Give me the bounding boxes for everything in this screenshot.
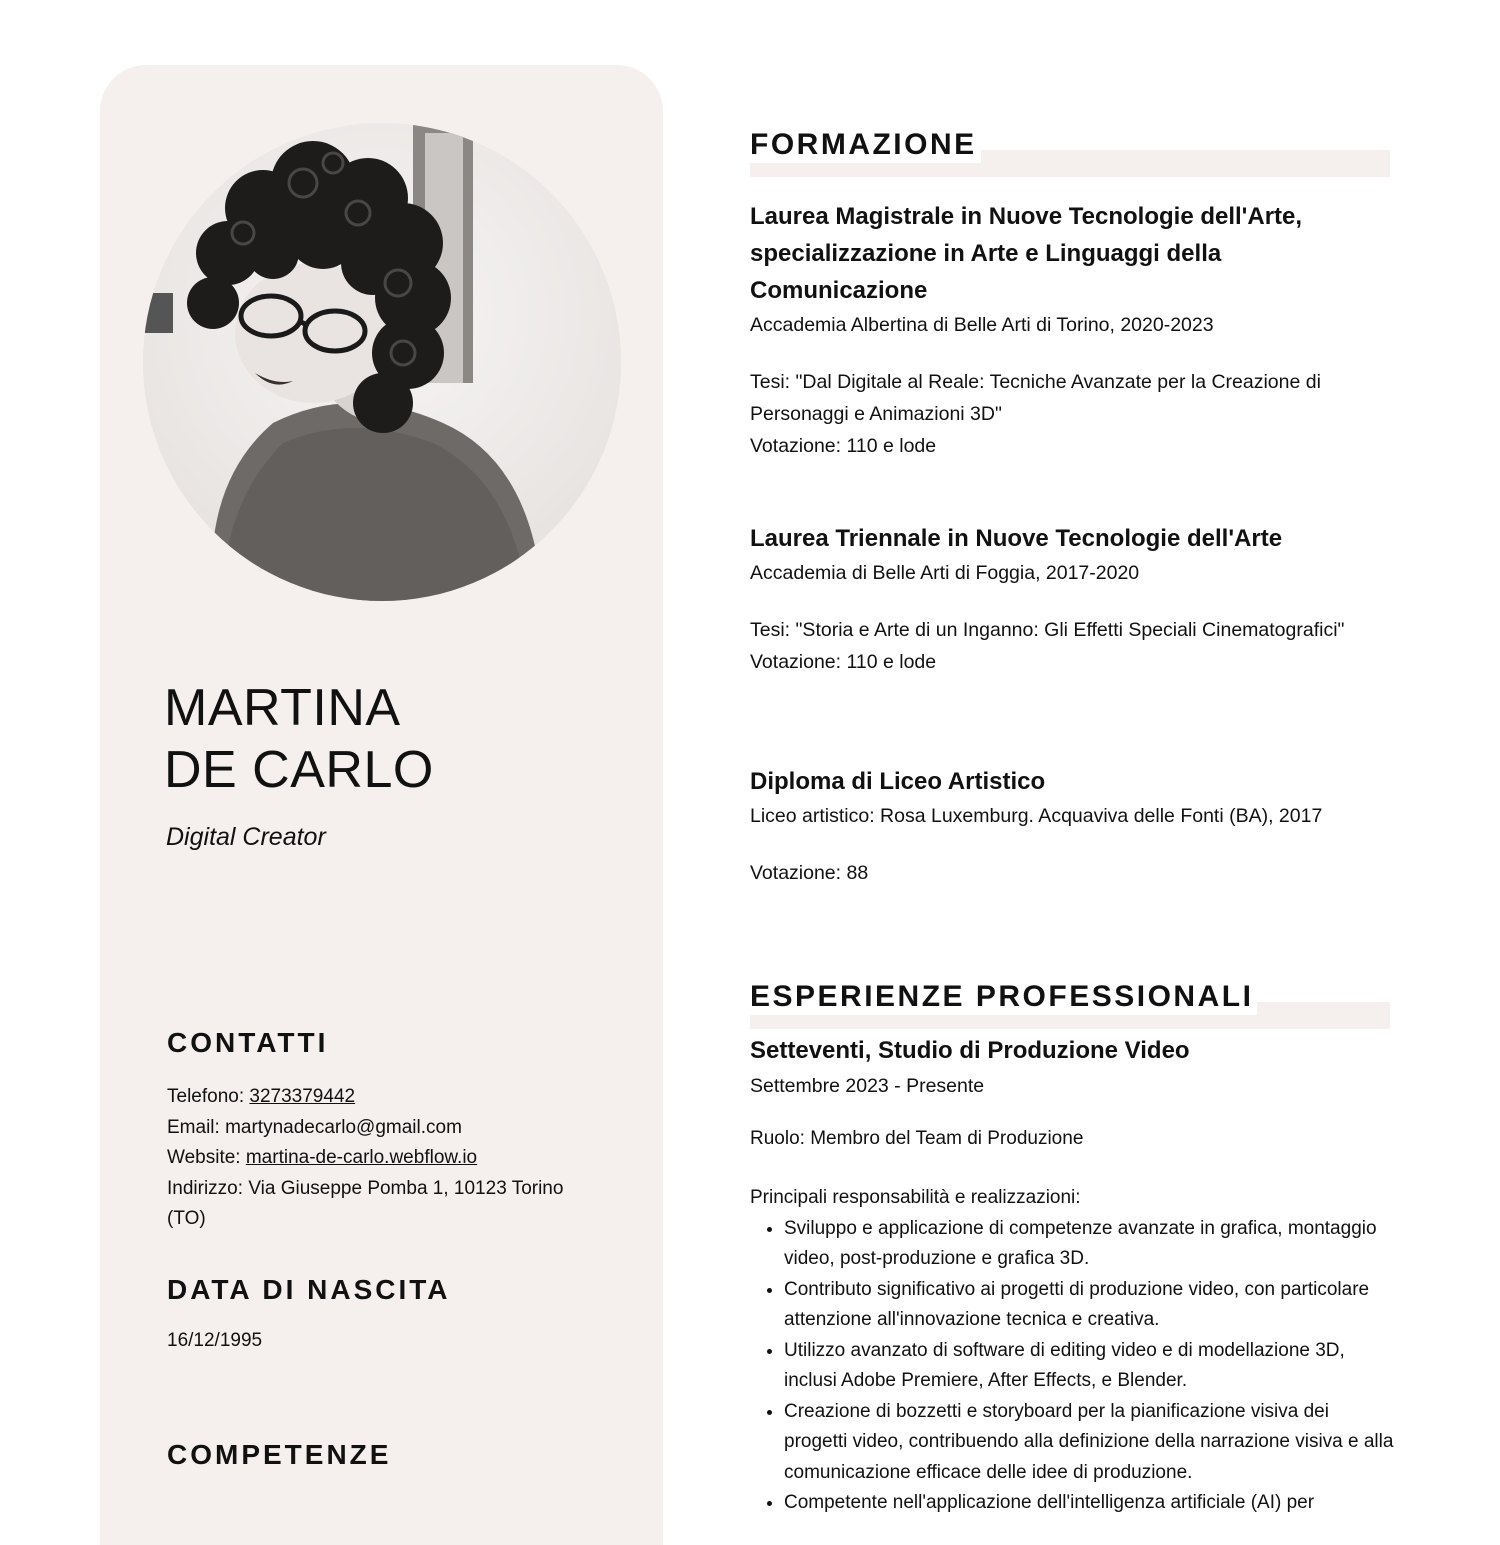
- education-item-grade: Votazione: 88: [750, 862, 869, 884]
- profile-photo: [143, 123, 621, 601]
- experience-section-header: [750, 979, 1390, 1029]
- full-name: [164, 677, 434, 801]
- education-item-thesis: Tesi: "Storia e Arte di un Inganno: Gli Effetti Speciali Cinematografici": [750, 619, 1345, 641]
- education-item-grade: Votazione: 110 e lode: [750, 651, 937, 673]
- education-item-3: [750, 763, 1410, 889]
- list-item: • Utilizzo avanzato di software di editing video e di modellazione 3D, inclusi Adobe Premiere, After Effects, e Blender.: [784, 1336, 1395, 1397]
- skills-heading: COMPETENZE: [167, 1439, 392, 1470]
- experience-heading: ESPERIENZE PROFESSIONALI: [750, 979, 1257, 1015]
- last-name: DE CARLO: [164, 741, 434, 799]
- email-value: martynadecarlo@gmail.com: [225, 1116, 462, 1138]
- contacts-heading: CONTATTI: [167, 1027, 329, 1058]
- phone-link[interactable]: 3273379442: [249, 1086, 356, 1107]
- list-item: • Creazione di bozzetti e storyboard per la pianificazione visiva dei progetti video, contribuendo alla definizione della narrazione visiva e alla comunicazione efficace delle idee di produzione.: [784, 1397, 1395, 1489]
- phone-label: Telefono:: [167, 1086, 245, 1107]
- education-item-title: Laurea Magistrale in Nuove Tecnologie dell'Arte, specializzazione in Arte e Linguaggi della Comunicazione: [750, 203, 1303, 304]
- website-link[interactable]: martina-de-carlo.webflow.io: [245, 1147, 478, 1168]
- address-value: Via Giuseppe Pomba 1, 10123 Torino (TO): [167, 1177, 564, 1229]
- first-name: MARTINA: [164, 679, 401, 737]
- email-label: Email:: [167, 1116, 220, 1138]
- website-row: [167, 1143, 587, 1174]
- education-section-header: [750, 127, 1390, 177]
- education-item-school: Liceo artistico: Rosa Luxemburg. Acquaviva delle Fonti (BA), 2017: [750, 805, 1323, 827]
- list-item: • Sviluppo e applicazione di competenze avanzate in grafica, montaggio video, post-produzione e grafica 3D.: [784, 1214, 1395, 1275]
- experience-item-period: Settembre 2023 - Presente: [750, 1075, 985, 1097]
- education-item-title: Laurea Triennale in Nuove Tecnologie dell'Arte: [750, 525, 1283, 552]
- address-row: [167, 1174, 587, 1235]
- birthdate-heading: DATA DI NASCITA: [167, 1274, 451, 1305]
- education-item-school: Accademia di Belle Arti di Foggia, 2017-2020: [750, 562, 1140, 584]
- website-label: Website:: [167, 1147, 241, 1168]
- list-item: • Competente nell'applicazione dell'intelligenza artificiale (AI) per: [784, 1488, 1395, 1519]
- experience-item-bullets: [750, 1214, 1395, 1519]
- email-row: [167, 1113, 587, 1144]
- job-title: Digital Creator: [166, 823, 326, 851]
- sidebar: [100, 65, 663, 1545]
- contacts-block: [167, 1082, 587, 1235]
- education-item-title: Diploma di Liceo Artistico: [750, 768, 1046, 795]
- profile-photo-illustration: [143, 123, 621, 601]
- education-item-grade: Votazione: 110 e lode: [750, 435, 937, 457]
- list-item: • Contributo significativo ai progetti di produzione video, con particolare attenzione all'innovazione tecnica e creativa.: [784, 1275, 1395, 1336]
- experience-item-responsibilities-label: Principali responsabilità e realizzazioni:: [750, 1187, 1081, 1208]
- education-item-school: Accademia Albertina di Belle Arti di Torino, 2020-2023: [750, 314, 1214, 336]
- birthdate-value: 16/12/1995: [167, 1330, 263, 1351]
- experience-item-role: Ruolo: Membro del Team di Produzione: [750, 1128, 1084, 1149]
- education-item-thesis: Tesi: "Dal Digitale al Reale: Tecniche Avanzate per la Creazione di Personaggi e Animazioni 3D": [750, 371, 1321, 425]
- education-item-1: [750, 198, 1390, 462]
- experience-item-1: [750, 1032, 1395, 1519]
- education-heading: FORMAZIONE: [750, 127, 981, 163]
- experience-item-title: Setteventi, Studio di Produzione Video: [750, 1037, 1190, 1064]
- phone-row: [167, 1082, 587, 1113]
- address-label: Indirizzo:: [167, 1177, 244, 1199]
- education-item-2: [750, 520, 1410, 678]
